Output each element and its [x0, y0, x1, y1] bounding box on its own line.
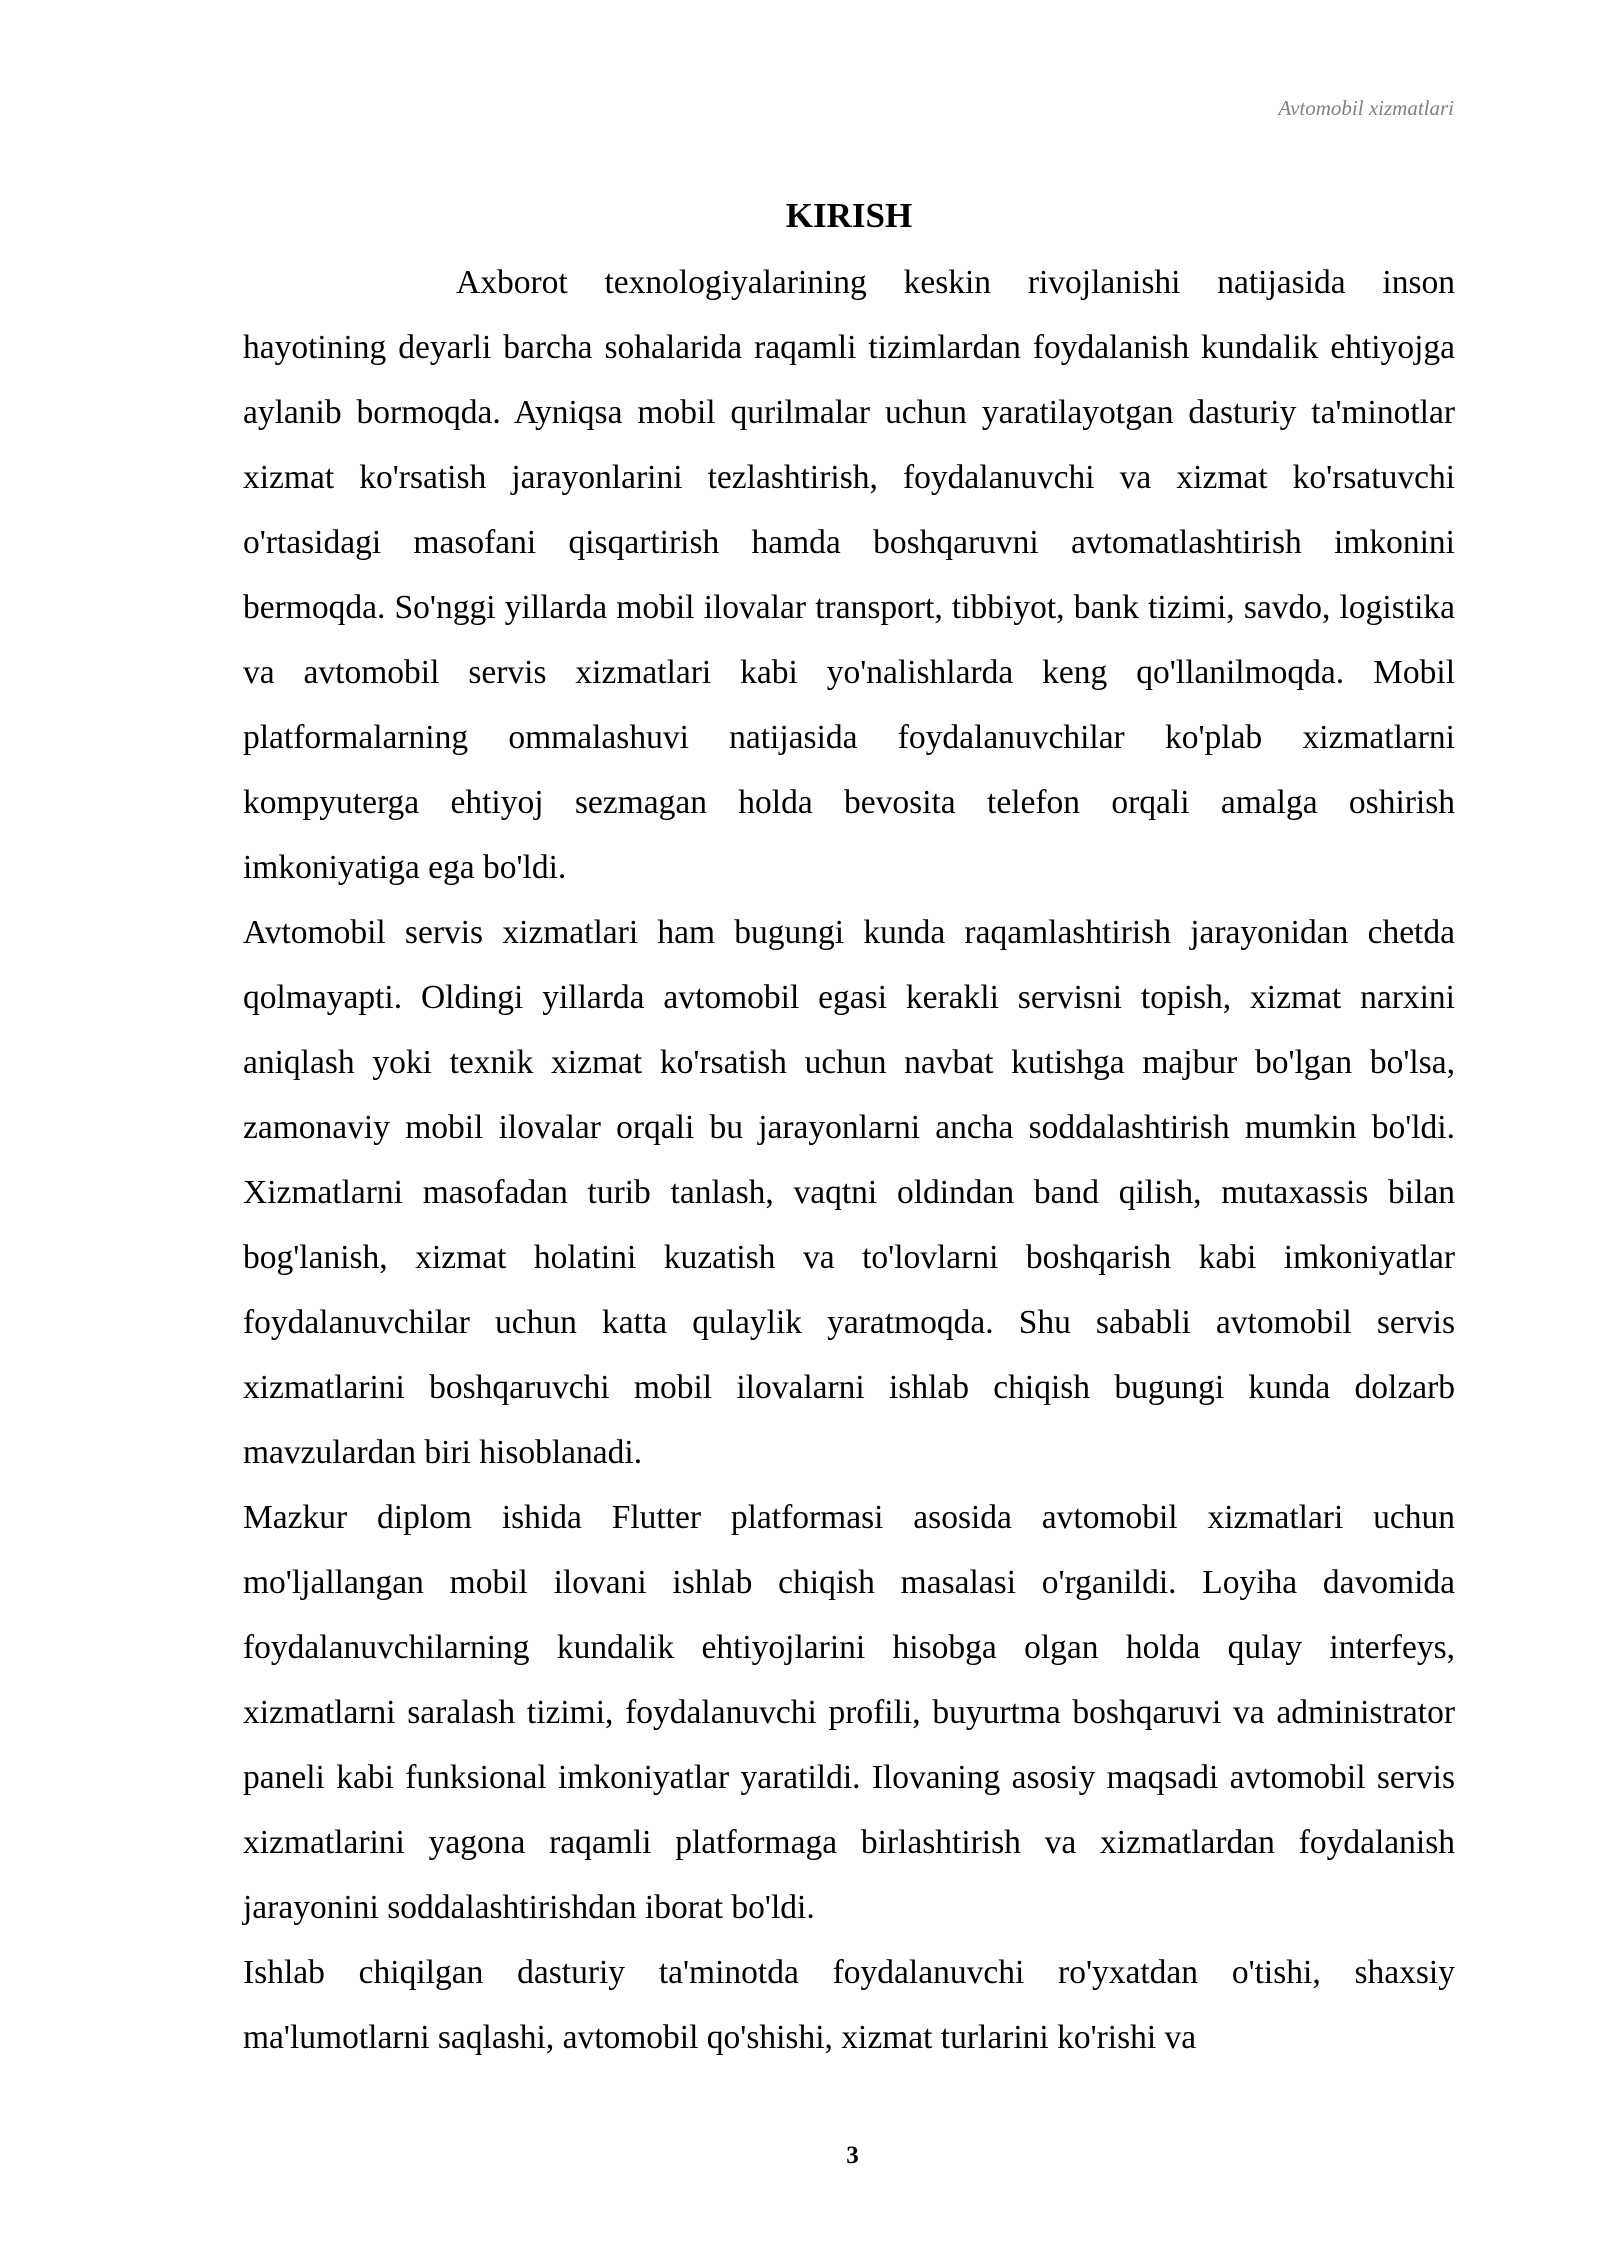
running-header: Avtomobil xizmatlari — [1278, 96, 1454, 120]
paragraph-4: Ishlab chiqilgan dasturiy ta'minotda foydalanuvchi ro'yxatdan o'tishi, shaxsiy ma'lumotlarni saqlashi, avtomobil qo'shishi, xizmat turlarini ko'rishi va — [243, 1954, 1455, 2056]
paragraph-2: Avtomobil servis xizmatlari ham bugungi kunda raqamlashtirish jarayonidan chetda qolmayapti. Oldingi yillarda avtomobil egasi kerakli servisni topish, xizmat narxini aniqlash yoki texnik xizmat ko'rsatish uchun navbat kutishga majbur bo'lgan bo'lsa, zamonaviy mobil ilovalar orqali bu jarayonlarni ancha soddalashtirish mumkin bo'ldi. Xizmatlarni masofadan turib tanlash, vaqtni oldindan band qilish, mutaxassis bilan bog'lanish, xizmat holatini kuzatish va to'lovlarni boshqarish kabi imkoniyatlar foydalanuvchilar uchun katta qulaylik yaratmoqda. Shu sababli avtomobil servis xizmatlarini boshqaruvchi mobil ilovalarni ishlab chiqish bugungi kunda dolzarb mavzulardan biri hisoblanadi. — [243, 914, 1455, 1471]
page-body — [243, 188, 1455, 2070]
paragraph-3: Mazkur diplom ishida Flutter platformasi asosida avtomobil xizmatlari uchun mo'ljallangan mobil ilovani ishlab chiqish masalasi o'rganildi. Loyiha davomida foydalanuvchilarning kundalik ehtiyojlarini hisobga olgan holda qulay interfeys, xizmatlarni saralash tizimi, foydalanuvchi profili, buyurtma boshqaruvi va administrator paneli kabi funksional imkoniyatlar yaratildi. Ilovaning asosiy maqsadi avtomobil servis xizmatlarini yagona raqamli platformaga birlashtirish va xizmatlardan foydalanish jarayonini soddalashtirishdan iborat bo'ldi. — [243, 1499, 1455, 1926]
section-title: KIRISH — [785, 196, 913, 235]
page-number: 3 — [846, 2142, 859, 2169]
paragraph-1: Axborot texnologiyalarining keskin rivojlanishi natijasida inson hayotining deyarli barcha sohalarida raqamli tizimlardan foydalanish kundalik ehtiyojga aylanib bormoqda. Ayniqsa mobil qurilmalar uchun yaratilayotgan dasturiy ta'minotlar xizmat ko'rsatish jarayonlarini tezlashtirish, foydalanuvchi va xizmat ko'rsatuvchi o'rtasidagi masofani qisqartirish hamda boshqaruvni avtomatlashtirish imkonini bermoqda. So'nggi yillarda mobil ilovalar transport, tibbiyot, bank tizimi, savdo, logistika va avtomobil servis xizmatlari kabi yo'nalishlarda keng qo'llanilmoqda. Mobil platformalarning ommalashuvi natijasida foydalanuvchilar ko'plab xizmatlarni kompyuterga ehtiyoj sezmagan holda bevosita telefon orqali amalga oshirish imkoniyatiga ega bo'ldi. — [243, 264, 1455, 886]
